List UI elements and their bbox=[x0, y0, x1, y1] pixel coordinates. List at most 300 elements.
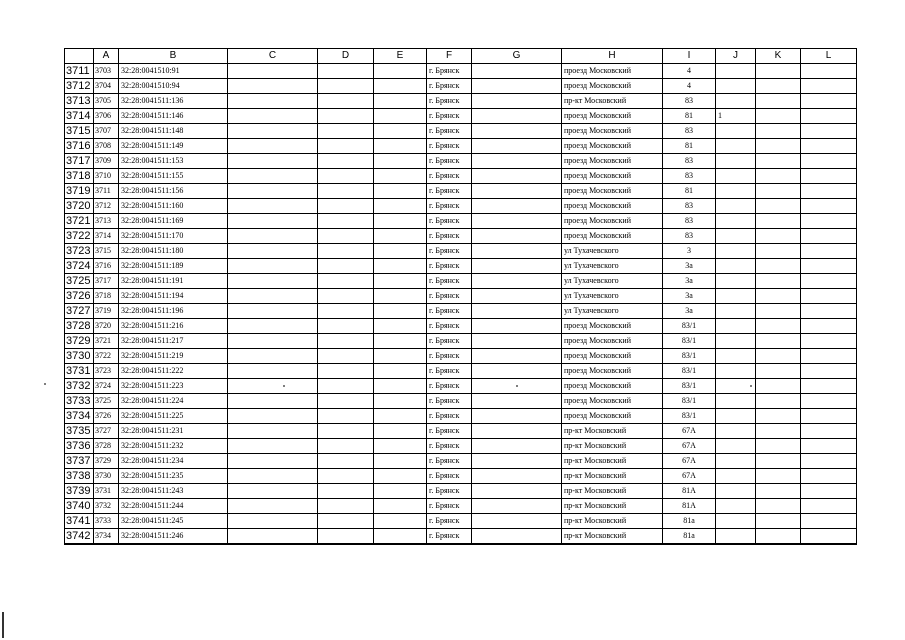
row-number[interactable]: 3723 bbox=[65, 244, 94, 259]
cell-e[interactable] bbox=[374, 259, 427, 274]
cell-e[interactable] bbox=[374, 79, 427, 94]
cell-k[interactable] bbox=[756, 439, 801, 454]
cell-f[interactable]: г. Брянск bbox=[427, 469, 472, 484]
row-number[interactable]: 3711 bbox=[65, 64, 94, 79]
cell-l[interactable] bbox=[801, 79, 857, 94]
cell-f[interactable]: г. Брянск bbox=[427, 484, 472, 499]
row-number[interactable]: 3714 bbox=[65, 109, 94, 124]
cell-h[interactable]: пр-кт Московский bbox=[562, 514, 663, 529]
cell-g[interactable] bbox=[472, 304, 562, 319]
cell-j[interactable] bbox=[716, 319, 756, 334]
cell-f[interactable]: г. Брянск bbox=[427, 394, 472, 409]
cell-i[interactable]: 81 bbox=[663, 139, 716, 154]
cell-a[interactable]: 3731 bbox=[94, 484, 119, 499]
cell-j[interactable] bbox=[716, 79, 756, 94]
cell-c[interactable] bbox=[228, 289, 318, 304]
cell-c[interactable] bbox=[228, 274, 318, 289]
cell-k[interactable] bbox=[756, 424, 801, 439]
cell-d[interactable] bbox=[318, 304, 374, 319]
cell-c[interactable] bbox=[228, 439, 318, 454]
cell-c[interactable] bbox=[228, 529, 318, 545]
cell-b[interactable]: 32:28:0041511:235 bbox=[119, 469, 228, 484]
cell-b[interactable]: 32:28:0041511:153 bbox=[119, 154, 228, 169]
cell-l[interactable] bbox=[801, 229, 857, 244]
cell-c[interactable] bbox=[228, 109, 318, 124]
cell-d[interactable] bbox=[318, 439, 374, 454]
cell-e[interactable] bbox=[374, 289, 427, 304]
row-number[interactable]: 3733 bbox=[65, 394, 94, 409]
cell-d[interactable] bbox=[318, 469, 374, 484]
cell-k[interactable] bbox=[756, 409, 801, 424]
column-header-c[interactable]: C bbox=[228, 49, 318, 64]
cell-f[interactable]: г. Брянск bbox=[427, 154, 472, 169]
cell-h[interactable]: пр-кт Московский bbox=[562, 499, 663, 514]
cell-g[interactable] bbox=[472, 319, 562, 334]
cell-h[interactable]: проезд Московский bbox=[562, 394, 663, 409]
cell-g[interactable] bbox=[472, 274, 562, 289]
cell-h[interactable]: проезд Московский bbox=[562, 124, 663, 139]
cell-l[interactable] bbox=[801, 469, 857, 484]
cell-l[interactable] bbox=[801, 484, 857, 499]
cell-c[interactable] bbox=[228, 364, 318, 379]
cell-g[interactable] bbox=[472, 514, 562, 529]
row-number[interactable]: 3724 bbox=[65, 259, 94, 274]
cell-i[interactable]: 67А bbox=[663, 469, 716, 484]
row-number[interactable]: 3737 bbox=[65, 454, 94, 469]
cell-a[interactable]: 3732 bbox=[94, 499, 119, 514]
cell-h[interactable]: проезд Московский bbox=[562, 79, 663, 94]
cell-g[interactable] bbox=[472, 79, 562, 94]
cell-f[interactable]: г. Брянск bbox=[427, 529, 472, 545]
cell-b[interactable]: 32:28:0041511:146 bbox=[119, 109, 228, 124]
cell-d[interactable] bbox=[318, 109, 374, 124]
cell-l[interactable] bbox=[801, 379, 857, 394]
cell-f[interactable]: г. Брянск bbox=[427, 304, 472, 319]
cell-i[interactable]: 83 bbox=[663, 154, 716, 169]
cell-j[interactable] bbox=[716, 64, 756, 79]
cell-i[interactable]: 81А bbox=[663, 484, 716, 499]
cell-j[interactable] bbox=[716, 514, 756, 529]
cell-b[interactable]: 32:28:0041510:91 bbox=[119, 64, 228, 79]
cell-a[interactable]: 3716 bbox=[94, 259, 119, 274]
cell-c[interactable] bbox=[228, 154, 318, 169]
cell-i[interactable]: 67А bbox=[663, 454, 716, 469]
cell-a[interactable]: 3724 bbox=[94, 379, 119, 394]
cell-f[interactable]: г. Брянск bbox=[427, 274, 472, 289]
cell-f[interactable]: г. Брянск bbox=[427, 169, 472, 184]
cell-i[interactable]: 83/1 bbox=[663, 394, 716, 409]
cell-k[interactable] bbox=[756, 229, 801, 244]
cell-g[interactable] bbox=[472, 454, 562, 469]
cell-g[interactable] bbox=[472, 199, 562, 214]
cell-i[interactable]: 83/1 bbox=[663, 409, 716, 424]
cell-e[interactable] bbox=[374, 349, 427, 364]
cell-c[interactable] bbox=[228, 229, 318, 244]
column-header-d[interactable]: D bbox=[318, 49, 374, 64]
column-header-a[interactable]: A bbox=[94, 49, 119, 64]
row-number[interactable]: 3720 bbox=[65, 199, 94, 214]
row-number[interactable]: 3726 bbox=[65, 289, 94, 304]
cell-h[interactable]: проезд Московский bbox=[562, 214, 663, 229]
cell-k[interactable] bbox=[756, 214, 801, 229]
cell-f[interactable]: г. Брянск bbox=[427, 109, 472, 124]
cell-c[interactable] bbox=[228, 184, 318, 199]
cell-d[interactable] bbox=[318, 334, 374, 349]
cell-k[interactable] bbox=[756, 94, 801, 109]
cell-c[interactable] bbox=[228, 64, 318, 79]
cell-g[interactable] bbox=[472, 139, 562, 154]
cell-k[interactable] bbox=[756, 319, 801, 334]
cell-l[interactable] bbox=[801, 244, 857, 259]
cell-b[interactable]: 32:28:0041511:216 bbox=[119, 319, 228, 334]
cell-d[interactable] bbox=[318, 199, 374, 214]
cell-d[interactable] bbox=[318, 259, 374, 274]
cell-b[interactable]: 32:28:0041511:232 bbox=[119, 439, 228, 454]
cell-d[interactable] bbox=[318, 364, 374, 379]
cell-a[interactable]: 3705 bbox=[94, 94, 119, 109]
cell-e[interactable] bbox=[374, 64, 427, 79]
cell-e[interactable] bbox=[374, 454, 427, 469]
cell-h[interactable]: проезд Московский bbox=[562, 379, 663, 394]
cell-l[interactable] bbox=[801, 409, 857, 424]
cell-b[interactable]: 32:28:0041511:243 bbox=[119, 484, 228, 499]
cell-j[interactable] bbox=[716, 529, 756, 545]
cell-d[interactable] bbox=[318, 154, 374, 169]
cell-l[interactable] bbox=[801, 349, 857, 364]
cell-b[interactable]: 32:28:0041511:223 bbox=[119, 379, 228, 394]
row-number[interactable]: 3721 bbox=[65, 214, 94, 229]
cell-g[interactable] bbox=[472, 109, 562, 124]
cell-b[interactable]: 32:28:0041511:246 bbox=[119, 529, 228, 545]
cell-k[interactable] bbox=[756, 484, 801, 499]
cell-l[interactable] bbox=[801, 454, 857, 469]
cell-a[interactable]: 3718 bbox=[94, 289, 119, 304]
cell-h[interactable]: ул Тухачевского bbox=[562, 304, 663, 319]
cell-l[interactable] bbox=[801, 199, 857, 214]
cell-h[interactable]: проезд Московский bbox=[562, 64, 663, 79]
cell-h[interactable]: проезд Московский bbox=[562, 199, 663, 214]
cell-b[interactable]: 32:28:0041511:245 bbox=[119, 514, 228, 529]
cell-b[interactable]: 32:28:0041511:231 bbox=[119, 424, 228, 439]
cell-h[interactable]: пр-кт Московский bbox=[562, 439, 663, 454]
row-number[interactable]: 3717 bbox=[65, 154, 94, 169]
cell-b[interactable]: 32:28:0041511:148 bbox=[119, 124, 228, 139]
cell-j[interactable] bbox=[716, 334, 756, 349]
cell-i[interactable]: 83/1 bbox=[663, 319, 716, 334]
row-number[interactable]: 3712 bbox=[65, 79, 94, 94]
row-number[interactable]: 3730 bbox=[65, 349, 94, 364]
column-header-e[interactable]: E bbox=[374, 49, 427, 64]
cell-b[interactable]: 32:28:0041511:222 bbox=[119, 364, 228, 379]
cell-k[interactable] bbox=[756, 469, 801, 484]
row-number[interactable]: 3735 bbox=[65, 424, 94, 439]
cell-c[interactable] bbox=[228, 469, 318, 484]
cell-g[interactable] bbox=[472, 529, 562, 545]
cell-g[interactable] bbox=[472, 349, 562, 364]
cell-a[interactable]: 3727 bbox=[94, 424, 119, 439]
cell-a[interactable]: 3725 bbox=[94, 394, 119, 409]
cell-g[interactable] bbox=[472, 244, 562, 259]
cell-f[interactable]: г. Брянск bbox=[427, 184, 472, 199]
cell-j[interactable] bbox=[716, 469, 756, 484]
row-number[interactable]: 3732 bbox=[65, 379, 94, 394]
cell-c[interactable] bbox=[228, 499, 318, 514]
cell-k[interactable] bbox=[756, 379, 801, 394]
cell-e[interactable] bbox=[374, 364, 427, 379]
cell-g[interactable] bbox=[472, 184, 562, 199]
cell-e[interactable] bbox=[374, 394, 427, 409]
cell-c[interactable] bbox=[228, 244, 318, 259]
cell-f[interactable]: г. Брянск bbox=[427, 379, 472, 394]
cell-j[interactable] bbox=[716, 229, 756, 244]
cell-i[interactable]: 81 bbox=[663, 109, 716, 124]
cell-d[interactable] bbox=[318, 529, 374, 545]
cell-f[interactable]: г. Брянск bbox=[427, 514, 472, 529]
cell-d[interactable] bbox=[318, 214, 374, 229]
cell-a[interactable]: 3720 bbox=[94, 319, 119, 334]
cell-g[interactable] bbox=[472, 64, 562, 79]
cell-c[interactable] bbox=[228, 259, 318, 274]
cell-b[interactable]: 32:28:0041511:219 bbox=[119, 349, 228, 364]
cell-k[interactable] bbox=[756, 169, 801, 184]
cell-a[interactable]: 3729 bbox=[94, 454, 119, 469]
cell-b[interactable]: 32:28:0041511:160 bbox=[119, 199, 228, 214]
cell-i[interactable]: 81 bbox=[663, 184, 716, 199]
cell-e[interactable] bbox=[374, 169, 427, 184]
cell-e[interactable] bbox=[374, 304, 427, 319]
cell-k[interactable] bbox=[756, 64, 801, 79]
cell-i[interactable]: 3а bbox=[663, 304, 716, 319]
cell-j[interactable] bbox=[716, 349, 756, 364]
cell-h[interactable]: проезд Московский bbox=[562, 184, 663, 199]
cell-a[interactable]: 3722 bbox=[94, 349, 119, 364]
cell-k[interactable] bbox=[756, 244, 801, 259]
cell-f[interactable]: г. Брянск bbox=[427, 229, 472, 244]
cell-e[interactable] bbox=[374, 514, 427, 529]
cell-b[interactable]: 32:28:0041511:156 bbox=[119, 184, 228, 199]
cell-a[interactable]: 3717 bbox=[94, 274, 119, 289]
cell-h[interactable]: проезд Московский bbox=[562, 409, 663, 424]
cell-f[interactable]: г. Брянск bbox=[427, 334, 472, 349]
row-number[interactable]: 3725 bbox=[65, 274, 94, 289]
cell-d[interactable] bbox=[318, 94, 374, 109]
cell-f[interactable]: г. Брянск bbox=[427, 124, 472, 139]
cell-d[interactable] bbox=[318, 424, 374, 439]
cell-k[interactable] bbox=[756, 154, 801, 169]
cell-k[interactable] bbox=[756, 274, 801, 289]
cell-a[interactable]: 3706 bbox=[94, 109, 119, 124]
cell-h[interactable]: проезд Московский bbox=[562, 229, 663, 244]
cell-f[interactable]: г. Брянск bbox=[427, 139, 472, 154]
cell-d[interactable] bbox=[318, 169, 374, 184]
column-header-f[interactable]: F bbox=[427, 49, 472, 64]
cell-d[interactable] bbox=[318, 184, 374, 199]
cell-k[interactable] bbox=[756, 289, 801, 304]
row-number[interactable]: 3734 bbox=[65, 409, 94, 424]
cell-b[interactable]: 32:28:0041511:196 bbox=[119, 304, 228, 319]
cell-l[interactable] bbox=[801, 334, 857, 349]
cell-h[interactable]: проезд Московский bbox=[562, 169, 663, 184]
cell-d[interactable] bbox=[318, 124, 374, 139]
cell-c[interactable] bbox=[228, 334, 318, 349]
cell-e[interactable] bbox=[374, 484, 427, 499]
cell-c[interactable] bbox=[228, 199, 318, 214]
cell-i[interactable]: 3а bbox=[663, 289, 716, 304]
cell-i[interactable]: 3а bbox=[663, 274, 716, 289]
cell-h[interactable]: пр-кт Московский bbox=[562, 529, 663, 545]
cell-a[interactable]: 3712 bbox=[94, 199, 119, 214]
cell-k[interactable] bbox=[756, 364, 801, 379]
cell-a[interactable]: 3733 bbox=[94, 514, 119, 529]
cell-l[interactable] bbox=[801, 139, 857, 154]
cell-e[interactable] bbox=[374, 319, 427, 334]
cell-a[interactable]: 3711 bbox=[94, 184, 119, 199]
cell-l[interactable] bbox=[801, 64, 857, 79]
cell-h[interactable]: ул Тухачевского bbox=[562, 259, 663, 274]
cell-i[interactable]: 4 bbox=[663, 64, 716, 79]
cell-e[interactable] bbox=[374, 499, 427, 514]
cell-j[interactable] bbox=[716, 409, 756, 424]
row-number[interactable]: 3731 bbox=[65, 364, 94, 379]
cell-l[interactable] bbox=[801, 289, 857, 304]
cell-i[interactable]: 83 bbox=[663, 94, 716, 109]
cell-g[interactable] bbox=[472, 469, 562, 484]
cell-a[interactable]: 3710 bbox=[94, 169, 119, 184]
cell-c[interactable] bbox=[228, 409, 318, 424]
cell-f[interactable]: г. Брянск bbox=[427, 454, 472, 469]
row-number[interactable]: 3736 bbox=[65, 439, 94, 454]
cell-i[interactable]: 81а bbox=[663, 529, 716, 545]
cell-e[interactable] bbox=[374, 439, 427, 454]
cell-g[interactable] bbox=[472, 169, 562, 184]
cell-l[interactable] bbox=[801, 304, 857, 319]
cell-b[interactable]: 32:28:0041511:225 bbox=[119, 409, 228, 424]
cell-a[interactable]: 3734 bbox=[94, 529, 119, 545]
cell-k[interactable] bbox=[756, 79, 801, 94]
cell-a[interactable]: 3707 bbox=[94, 124, 119, 139]
row-number[interactable]: 3741 bbox=[65, 514, 94, 529]
cell-i[interactable]: 83/1 bbox=[663, 364, 716, 379]
cell-i[interactable]: 3 bbox=[663, 244, 716, 259]
cell-h[interactable]: пр-кт Московский bbox=[562, 424, 663, 439]
row-number[interactable]: 3739 bbox=[65, 484, 94, 499]
cell-e[interactable] bbox=[374, 424, 427, 439]
cell-l[interactable] bbox=[801, 169, 857, 184]
cell-c[interactable] bbox=[228, 349, 318, 364]
cell-d[interactable] bbox=[318, 64, 374, 79]
row-number[interactable]: 3722 bbox=[65, 229, 94, 244]
cell-j[interactable] bbox=[716, 289, 756, 304]
cell-h[interactable]: проезд Московский bbox=[562, 334, 663, 349]
cell-h[interactable]: пр-кт Московский bbox=[562, 469, 663, 484]
cell-e[interactable] bbox=[374, 109, 427, 124]
cell-l[interactable] bbox=[801, 364, 857, 379]
cell-c[interactable] bbox=[228, 169, 318, 184]
cell-b[interactable]: 32:28:0041511:217 bbox=[119, 334, 228, 349]
cell-g[interactable] bbox=[472, 289, 562, 304]
cell-d[interactable] bbox=[318, 514, 374, 529]
cell-j[interactable] bbox=[716, 94, 756, 109]
cell-c[interactable] bbox=[228, 214, 318, 229]
cell-l[interactable] bbox=[801, 394, 857, 409]
cell-j[interactable] bbox=[716, 499, 756, 514]
cell-d[interactable] bbox=[318, 274, 374, 289]
cell-j[interactable] bbox=[716, 244, 756, 259]
row-number[interactable]: 3727 bbox=[65, 304, 94, 319]
cell-d[interactable] bbox=[318, 349, 374, 364]
cell-l[interactable] bbox=[801, 124, 857, 139]
cell-c[interactable] bbox=[228, 424, 318, 439]
cell-k[interactable] bbox=[756, 199, 801, 214]
cell-b[interactable]: 32:28:0041511:194 bbox=[119, 289, 228, 304]
cell-e[interactable] bbox=[374, 469, 427, 484]
cell-a[interactable]: 3730 bbox=[94, 469, 119, 484]
cell-j[interactable] bbox=[716, 154, 756, 169]
cell-i[interactable]: 67А bbox=[663, 439, 716, 454]
cell-l[interactable] bbox=[801, 424, 857, 439]
cell-g[interactable] bbox=[472, 484, 562, 499]
cell-j[interactable] bbox=[716, 184, 756, 199]
cell-c[interactable] bbox=[228, 79, 318, 94]
cell-f[interactable]: г. Брянск bbox=[427, 364, 472, 379]
cell-e[interactable] bbox=[374, 94, 427, 109]
cell-i[interactable]: 3а bbox=[663, 259, 716, 274]
cell-c[interactable] bbox=[228, 304, 318, 319]
cell-k[interactable] bbox=[756, 499, 801, 514]
cell-l[interactable] bbox=[801, 514, 857, 529]
cell-l[interactable] bbox=[801, 184, 857, 199]
cell-i[interactable]: 4 bbox=[663, 79, 716, 94]
cell-b[interactable]: 32:28:0041511:234 bbox=[119, 454, 228, 469]
cell-h[interactable]: ул Тухачевского bbox=[562, 289, 663, 304]
cell-j[interactable] bbox=[716, 259, 756, 274]
cell-k[interactable] bbox=[756, 514, 801, 529]
cell-l[interactable] bbox=[801, 319, 857, 334]
cell-f[interactable]: г. Брянск bbox=[427, 349, 472, 364]
cell-i[interactable]: 83 bbox=[663, 199, 716, 214]
cell-h[interactable]: ул Тухачевского bbox=[562, 244, 663, 259]
cell-j[interactable] bbox=[716, 199, 756, 214]
column-header-b[interactable]: B bbox=[119, 49, 228, 64]
cell-g[interactable] bbox=[472, 409, 562, 424]
cell-c[interactable] bbox=[228, 379, 318, 394]
cell-e[interactable] bbox=[374, 409, 427, 424]
cell-e[interactable] bbox=[374, 379, 427, 394]
cell-a[interactable]: 3719 bbox=[94, 304, 119, 319]
cell-c[interactable] bbox=[228, 514, 318, 529]
cell-f[interactable]: г. Брянск bbox=[427, 499, 472, 514]
cell-e[interactable] bbox=[374, 199, 427, 214]
cell-d[interactable] bbox=[318, 454, 374, 469]
cell-a[interactable]: 3708 bbox=[94, 139, 119, 154]
cell-f[interactable]: г. Брянск bbox=[427, 94, 472, 109]
row-number[interactable]: 3742 bbox=[65, 529, 94, 545]
row-number[interactable]: 3728 bbox=[65, 319, 94, 334]
cell-k[interactable] bbox=[756, 394, 801, 409]
cell-j[interactable] bbox=[716, 364, 756, 379]
cell-d[interactable] bbox=[318, 289, 374, 304]
cell-a[interactable]: 3709 bbox=[94, 154, 119, 169]
cell-b[interactable]: 32:28:0041511:155 bbox=[119, 169, 228, 184]
cell-l[interactable] bbox=[801, 529, 857, 545]
cell-j[interactable] bbox=[716, 274, 756, 289]
cell-g[interactable] bbox=[472, 424, 562, 439]
cell-d[interactable] bbox=[318, 139, 374, 154]
column-header-k[interactable]: K bbox=[756, 49, 801, 64]
row-number[interactable]: 3718 bbox=[65, 169, 94, 184]
cell-b[interactable]: 32:28:0041511:136 bbox=[119, 94, 228, 109]
cell-k[interactable] bbox=[756, 334, 801, 349]
